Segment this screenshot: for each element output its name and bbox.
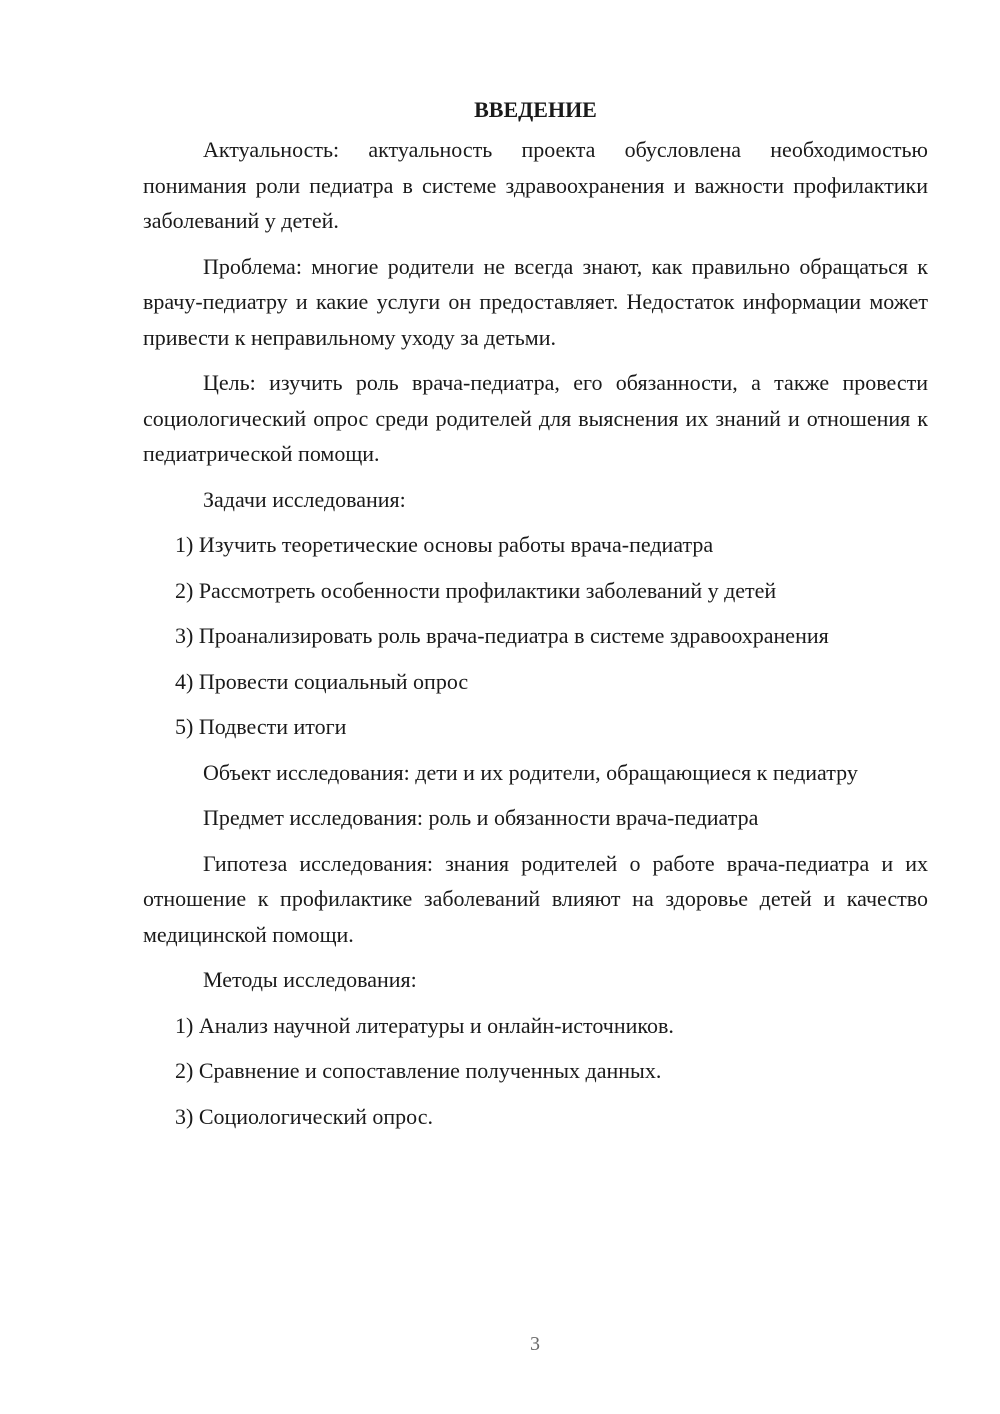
list-item: 2) Рассмотреть особенности профилактики заболеваний у детей [175, 577, 777, 603]
goal-paragraph: Цель: изучить роль врача-педиатра, его обязанности, а также провести социологический опрос среди родителей для выяснения их знаний и отношения к педиатрической помощи. [143, 370, 928, 466]
list-item: 3) Социологический опрос. [175, 1103, 433, 1129]
tasks-heading: Задачи исследования: [203, 486, 406, 512]
list-item: 1) Изучить теоретические основы работы врача-педиатра [175, 532, 714, 557]
list-item: 1) Анализ научной литературы и онлайн-источников. [175, 1012, 674, 1038]
document-page [143, 92, 928, 1144]
list-item: 2) Сравнение и сопоставление полученных данных. [175, 1058, 662, 1083]
subject-paragraph: Предмет исследования: роль и обязанности врача-педиатра [203, 805, 759, 830]
problem-paragraph: Проблема: многие родители не всегда знают, как правильно обращаться к врачу-педиатру и какие услуги он предоставляет. Недостаток информации может привести к неправильному уходу за детьми. [143, 253, 928, 350]
hypothesis-paragraph: Гипотеза исследования: знания родителей о работе врача-педиатра и их отношение к профилактике заболеваний влияют на здоровье детей и качество медицинской помощи. [143, 850, 928, 947]
methods-list [143, 1008, 928, 1135]
object-paragraph: Объект исследования: дети и их родители, обращающиеся к педиатру [203, 759, 858, 785]
tasks-list [143, 527, 928, 745]
relevance-paragraph: Актуальность: актуальность проекта обусловлена необходимостью понимания роли педиатра в системе здравоохранения и важности профилактики заболеваний у детей. [143, 137, 928, 233]
page-title: ВВЕДЕНИЕ [474, 97, 597, 122]
list-item: 3) Проанализировать роль врача-педиатра в системе здравоохранения [175, 623, 829, 648]
page-number: 3 [530, 1333, 540, 1355]
list-item: 5) Подвести итоги [175, 714, 347, 739]
methods-heading: Методы исследования: [203, 967, 417, 992]
list-item: 4) Провести социальный опрос [175, 668, 469, 694]
